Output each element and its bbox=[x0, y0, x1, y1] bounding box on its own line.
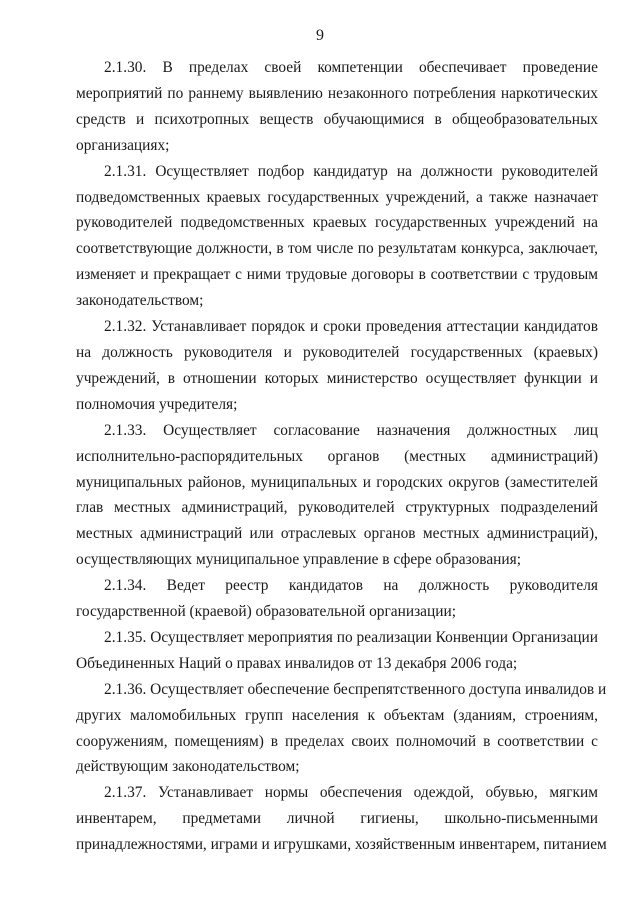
document-body bbox=[76, 55, 607, 858]
text-line: принадлежностями, играми и игрушками, хозяйственным инвентарем, питанием bbox=[76, 836, 607, 854]
text-line: подведомственных краевых государственных учреждений, а также назначает bbox=[76, 188, 598, 206]
text-line: глав местных администраций, руководителей структурных подразделений bbox=[76, 499, 598, 517]
paragraph bbox=[76, 159, 598, 314]
text-line: 2.1.33. Осуществляет согласование назначения должностных лиц bbox=[104, 421, 598, 439]
text-line: сооружениям, помещениям) в пределах своих полномочий в соответствии с bbox=[76, 732, 598, 750]
text-line: 2.1.34. Ведет реестр кандидатов на должность руководителя bbox=[104, 577, 598, 595]
text-line: действующим законодательством; bbox=[76, 758, 300, 776]
paragraph bbox=[76, 677, 607, 781]
text-line: государственной (краевой) образовательной организации; bbox=[76, 603, 456, 621]
text-line: учреждений, в отношении которых министерство осуществляет функции и bbox=[76, 369, 598, 387]
paragraph bbox=[76, 573, 598, 625]
text-line: 2.1.30. В пределах своей компетенции обеспечивает проведение bbox=[104, 59, 598, 76]
text-line: руководителей подведомственных краевых государственных учреждений на bbox=[76, 214, 598, 232]
text-line: 2.1.37. Устанавливает нормы обеспечения одеждой, обувью, мягким bbox=[104, 784, 598, 802]
text-line: организациях; bbox=[76, 136, 170, 154]
text-line: 2.1.36. Осуществляет обеспечение беспрепятственного доступа инвалидов и bbox=[104, 680, 607, 698]
text-line: полномочия учредителя; bbox=[76, 395, 238, 413]
text-line: соответствующие должности, в том числе по результатам конкурса, заключает, bbox=[76, 240, 598, 258]
text-line: исполнительно-распорядительных органов (местных администраций) bbox=[76, 447, 598, 465]
text-line: других маломобильных групп населения к объектам (зданиям, строениям, bbox=[76, 706, 598, 724]
text-line: средств и психотропных веществ обучающимися в общеобразовательных bbox=[76, 110, 598, 128]
text-line: 2.1.32. Устанавливает порядок и сроки проведения аттестации кандидатов bbox=[104, 318, 598, 336]
paragraph bbox=[76, 780, 607, 858]
paragraph bbox=[76, 314, 598, 418]
text-line: на должность руководителя и руководителей государственных (краевых) bbox=[76, 343, 598, 361]
text-line: инвентарем, предметами личной гигиены, школьно-письменными bbox=[76, 810, 598, 828]
text-line: изменяет и прекращает с ними трудовые договоры в соответствии с трудовым bbox=[76, 266, 598, 284]
text-line: мероприятий по раннему выявлению незаконного потребления наркотических bbox=[76, 84, 598, 102]
text-line: законодательством; bbox=[76, 292, 204, 310]
page-number: 9 bbox=[316, 27, 324, 44]
paragraph bbox=[76, 418, 598, 573]
paragraph bbox=[76, 625, 598, 677]
text-line: муниципальных районов, муниципальных и городских округов (заместителей bbox=[76, 473, 598, 491]
text-line: местных администраций или отраслевых органов местных администраций), bbox=[76, 525, 598, 543]
text-line: осуществляющих муниципальное управление в сфере образования; bbox=[76, 551, 522, 569]
text-line: 2.1.31. Осуществляет подбор кандидатур на должности руководителей bbox=[104, 162, 598, 180]
text-line: Объединенных Наций о правах инвалидов от 13 декабря 2006 года; bbox=[76, 654, 518, 672]
paragraph bbox=[76, 55, 598, 159]
text-line: 2.1.35. Осуществляет мероприятия по реализации Конвенции Организации bbox=[104, 628, 598, 646]
